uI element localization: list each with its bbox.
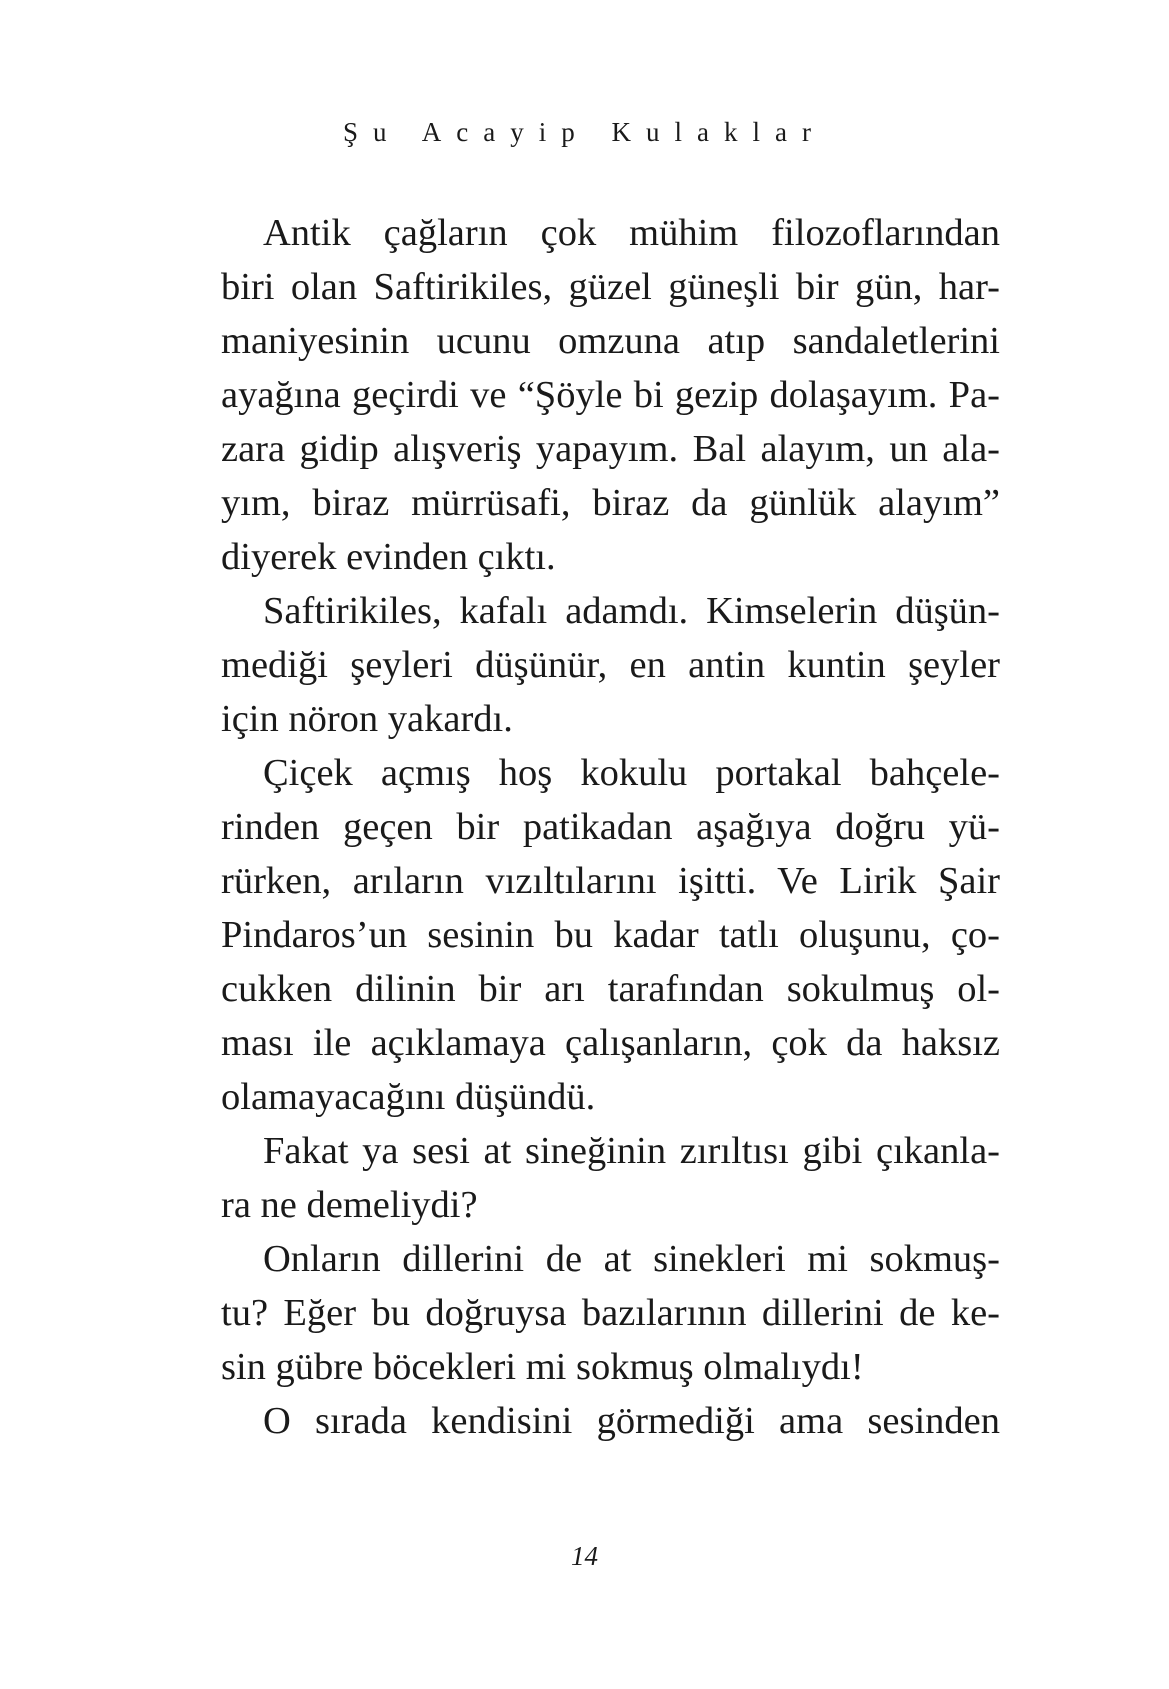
text-line: cukken dilinin bir arı tarafından sokulmuş ol- bbox=[221, 968, 1000, 1010]
body-text bbox=[221, 206, 1000, 1448]
paragraph bbox=[221, 1394, 1000, 1448]
text-line: için nöron yakardı. bbox=[221, 698, 513, 740]
text-line: O sırada kendisini görmediği ama sesinden bbox=[263, 1400, 1000, 1442]
text-line: yım, biraz mürrüsafi, biraz da günlük alayım” bbox=[221, 482, 1000, 524]
text-line: ra ne demeliydi? bbox=[221, 1184, 478, 1226]
text-line: maniyesinin ucunu omzuna atıp sandaletlerini bbox=[221, 320, 1000, 362]
paragraph bbox=[221, 584, 1000, 746]
text-line: ayağına geçirdi ve “Şöyle bi gezip dolaşayım. Pa- bbox=[221, 374, 1000, 416]
text-line: tu? Eğer bu doğruysa bazılarının dillerini de ke- bbox=[221, 1292, 1000, 1334]
paragraph bbox=[221, 206, 1000, 584]
text-line: sin gübre böcekleri mi sokmuş olmalıydı! bbox=[221, 1346, 864, 1388]
text-line: Pindaros’un sesinin bu kadar tatlı oluşunu, ço- bbox=[221, 914, 1000, 956]
text-line: Saftirikiles, kafalı adamdı. Kimselerin düşün- bbox=[263, 590, 1000, 632]
running-head: Şu Acayip Kulaklar bbox=[343, 117, 826, 147]
text-line: diyerek evinden çıktı. bbox=[221, 536, 556, 578]
text-line: Antik çağların çok mühim filozoflarından bbox=[263, 212, 1000, 254]
paragraph bbox=[221, 1232, 1000, 1394]
text-line: rinden geçen bir patikadan aşağıya doğru yü- bbox=[221, 806, 1000, 848]
text-line: Fakat ya sesi at sineğinin zırıltısı gibi çıkanla- bbox=[263, 1130, 1000, 1172]
text-line: ması ile açıklamaya çalışanların, çok da haksız bbox=[221, 1022, 1000, 1064]
text-line: rürken, arıların vızıltılarını işitti. Ve Lirik Şair bbox=[221, 860, 1000, 902]
paragraph bbox=[221, 746, 1000, 1124]
page-number: 14 bbox=[571, 1541, 598, 1571]
text-line: olamayacağını düşündü. bbox=[221, 1076, 596, 1118]
text-line: zara gidip alışveriş yapayım. Bal alayım, un ala- bbox=[221, 428, 1000, 470]
paragraph bbox=[221, 1124, 1000, 1232]
text-line: Onların dillerini de at sinekleri mi sokmuş- bbox=[263, 1238, 1000, 1280]
text-line: Çiçek açmış hoş kokulu portakal bahçele- bbox=[263, 752, 1000, 794]
text-line: biri olan Saftirikiles, güzel güneşli bir gün, har- bbox=[221, 266, 1000, 308]
text-line: mediği şeyleri düşünür, en antin kuntin şeyler bbox=[221, 644, 1000, 686]
